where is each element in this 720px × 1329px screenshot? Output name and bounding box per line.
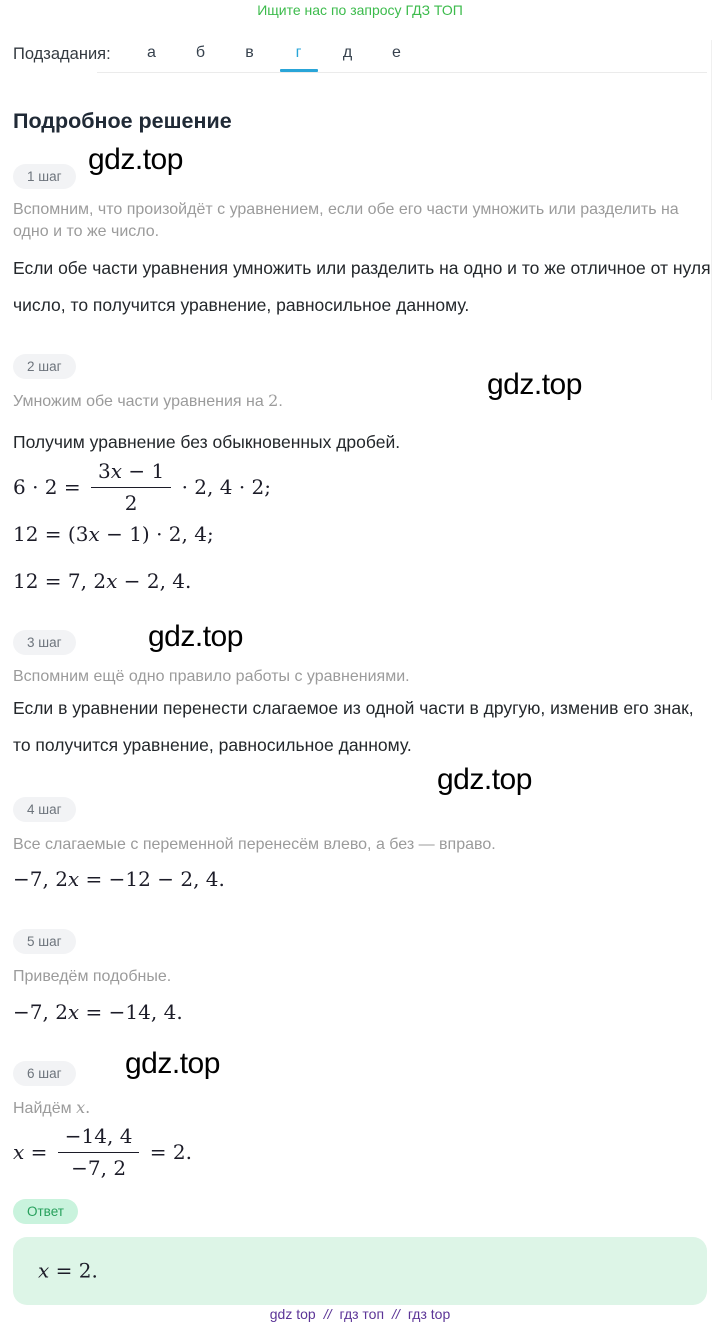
watermark: gdz.top [88,143,183,176]
formula-expand: 12 = (3x − 1) · 2, 4; [13,522,214,546]
subtasks-label: Подзадания: [13,45,111,63]
step-badge-1: 1 шаг [13,164,76,189]
watermark: gdz.top [437,763,532,796]
formula-solve-x [13,1124,192,1181]
step-badge-6: 6 шаг [13,1061,76,1086]
fraction [91,459,171,516]
fraction-numerator: −14, 4 [58,1124,140,1153]
footer-links [0,1306,720,1322]
footer-link-gdz-top[interactable]: gdz top [269,1306,316,1322]
fraction [58,1124,140,1181]
step-badge-2: 2 шаг [13,354,76,379]
step-badge-5: 5 шаг [13,929,76,954]
watermark: gdz.top [125,1047,220,1080]
step-2-rule: Получим уравнение без обыкновенных дробей. [13,432,401,452]
formula-right: = 2. [143,1140,192,1164]
page-title: Подробное решение [13,109,232,133]
watermark: gdz.top [148,620,243,653]
fraction-denominator: −7, 2 [71,1156,127,1180]
footer-link-gdz-top-ru[interactable]: гдз топ [339,1306,385,1322]
tab-b[interactable]: б [195,44,206,61]
step-4-hint: Все слагаемые с переменной перенесём влево, а без — вправо. [13,836,496,853]
promo-banner: Ищите нас по запросу ГДЗ ТОП [257,2,463,18]
footer-separator: // [323,1306,332,1322]
answer-badge: Ответ [13,1199,78,1224]
fraction-denominator: 2 [124,491,138,515]
formula-left: x = [13,1140,54,1164]
step-badge-3: 3 шаг [13,630,76,655]
step-1-hint: Вспомним, что произойдёт с уравнением, если обе его части умножить или разделить на одно и то же число. [13,201,679,240]
formula-combine: −7, 2x = −14, 4. [13,1000,183,1024]
step-badge-4: 4 шаг [13,797,76,822]
footer-link-gdz-top-mixed[interactable]: гдз top [407,1306,451,1322]
answer-formula: x = 2. [38,1258,98,1283]
formula-result: 12 = 7, 2x − 2, 4. [13,569,192,593]
tab-d[interactable]: д [342,44,353,61]
subtasks-bar [13,44,707,73]
formula-left: 6 · 2 = [13,475,87,499]
formula-right: · 2, 4 · 2; [175,475,271,499]
step-1-rule: Если обе части уравнения умножить или разделить на одно и то же отличное от нуля число, то получится уравнение, равносильное данному. [13,258,711,315]
step-6-hint: Найдём x. [13,1098,91,1117]
formula-move-terms: −7, 2x = −12 − 2, 4. [13,867,225,891]
step-3-rule: Если в уравнении перенести слагаемое из одной части в другую, изменив его знак, то получится уравнение, равносильное данному. [13,698,694,755]
tab-a[interactable]: а [147,44,156,61]
subtask-tabs [127,44,421,71]
footer-separator: // [392,1306,400,1322]
tabs-divider [97,72,707,73]
tab-v[interactable]: в [245,44,254,61]
fraction-numerator: 3x − 1 [91,459,171,488]
tab-e[interactable]: е [392,44,401,61]
step-5-hint: Приведём подобные. [13,968,172,985]
tab-g-active[interactable]: г [274,44,323,71]
watermark: gdz.top [487,368,582,401]
step-2-hint: Умножим обе части уравнения на 2. [13,391,283,410]
page-edge-line [711,40,712,400]
step-3-hint: Вспомним ещё одно правило работы с уравнениями. [13,668,410,685]
formula-multiply [13,459,271,516]
answer-box [13,1237,707,1305]
